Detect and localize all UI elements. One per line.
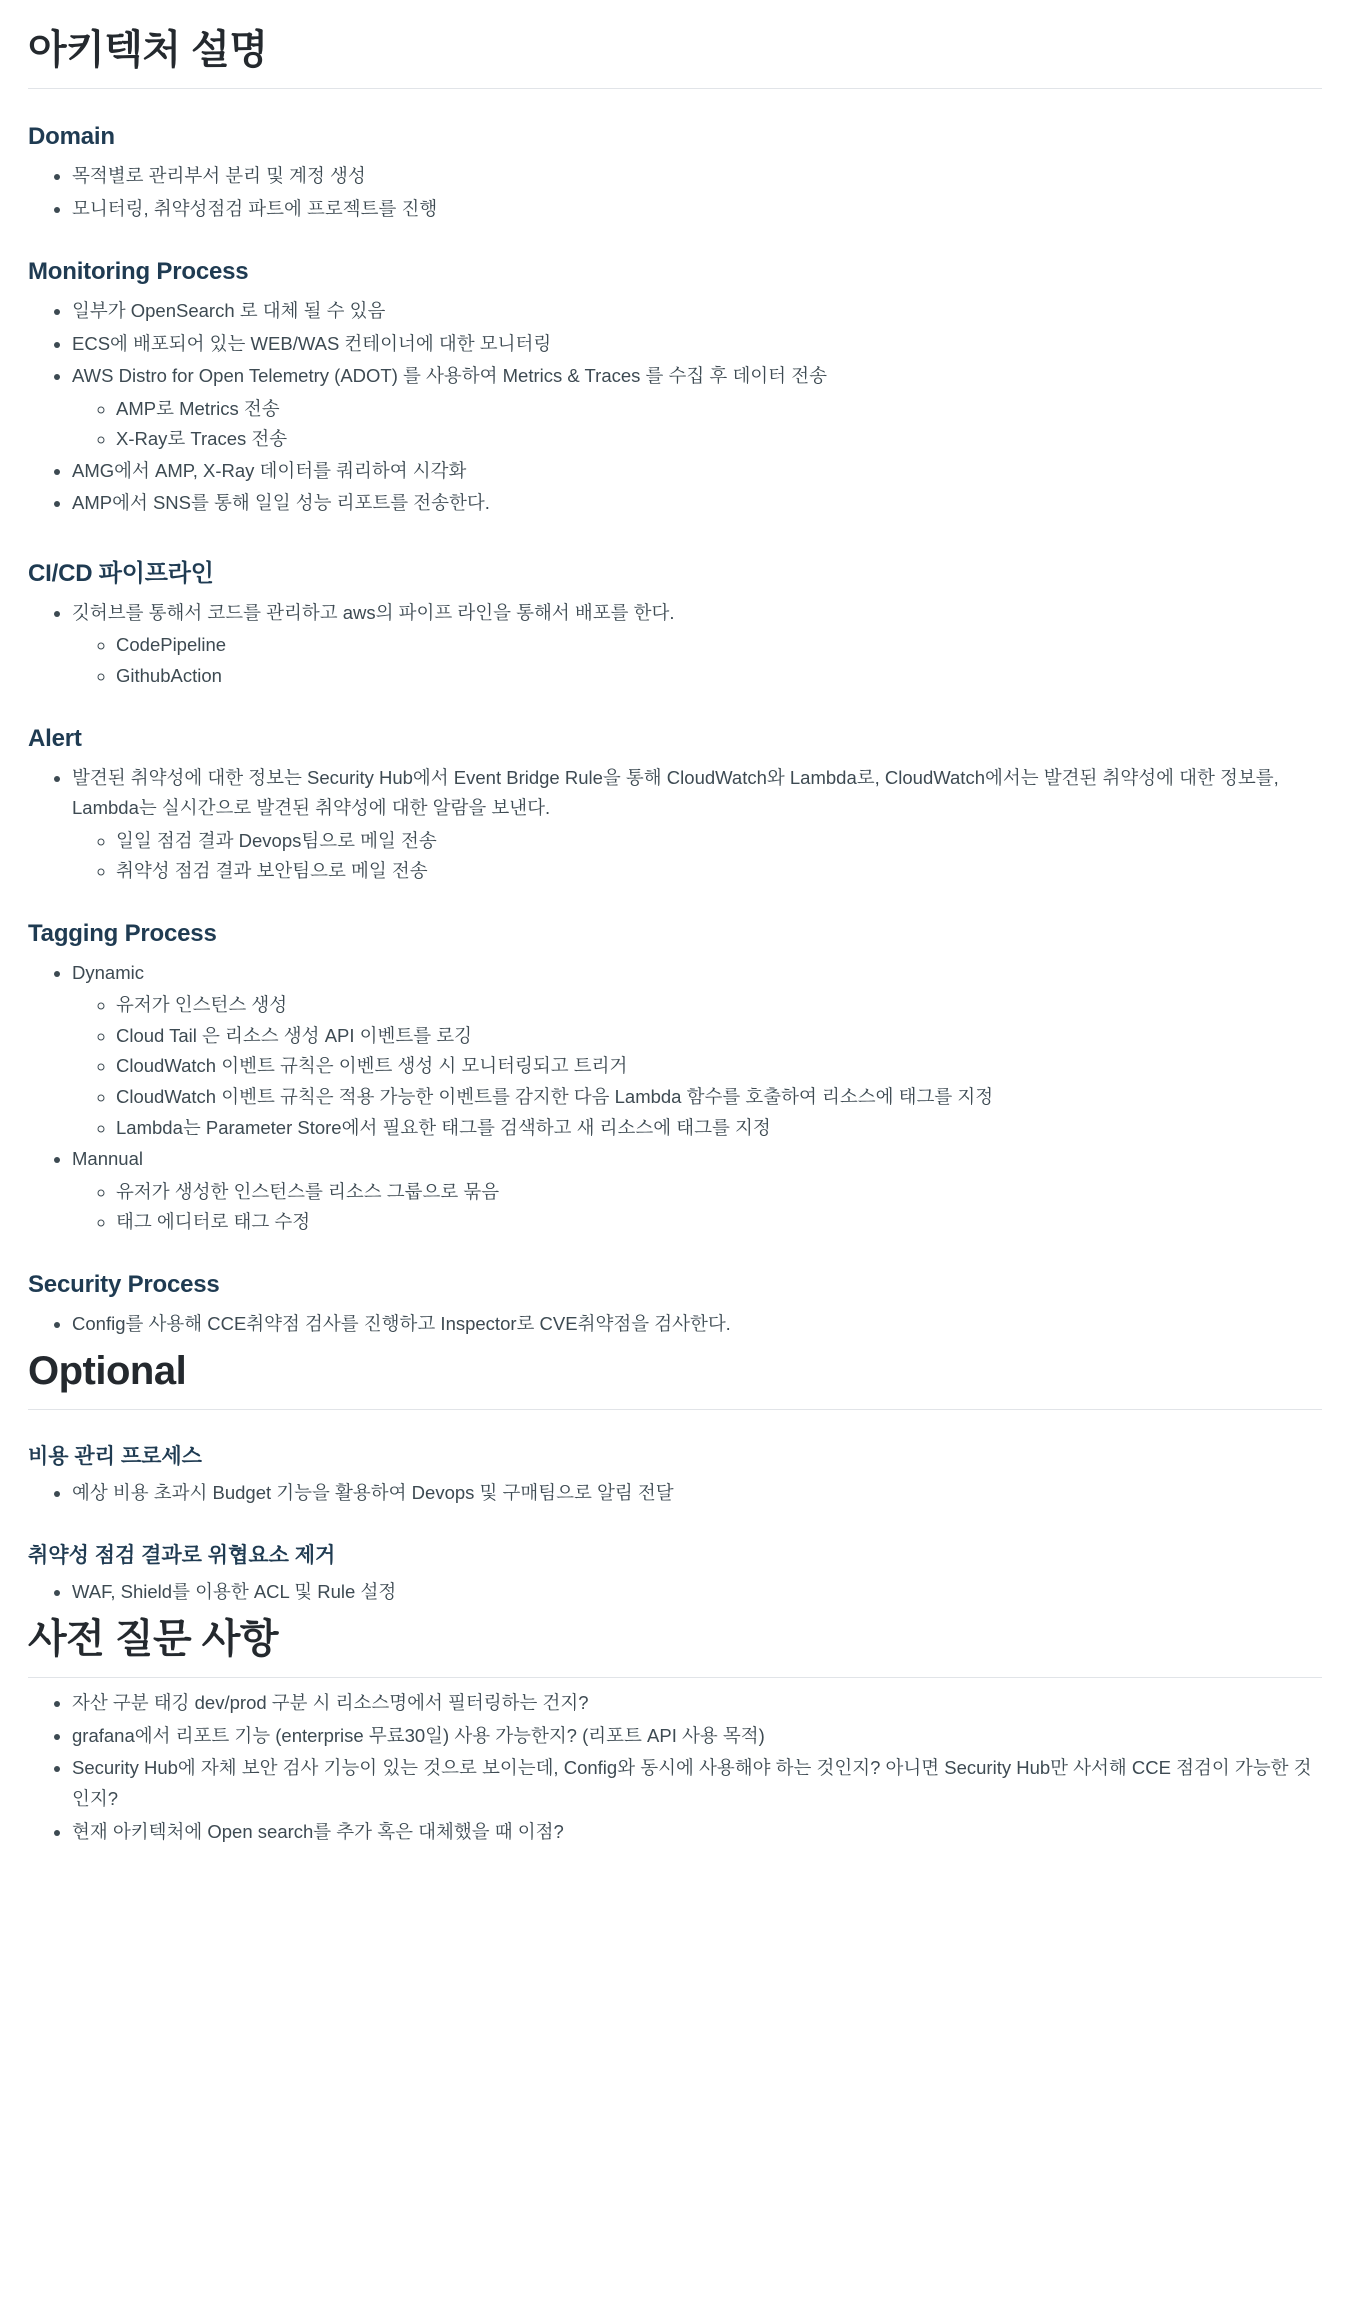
sub-list-item: ◦ 유저가 인스턴스 생성: [116, 990, 1322, 1020]
document-section: [28, 920, 1322, 1237]
list-item-text: 모니터링, 취약성점검 파트에 프로젝트를 진행: [72, 197, 438, 219]
optional-container: [28, 1440, 1322, 1607]
sub-list-item: ◦ CloudWatch 이벤트 규칙은 이벤트 생성 시 모니터링되고 트리거: [116, 1051, 1322, 1081]
list-item: [72, 296, 1322, 327]
bullet-list: [28, 763, 1322, 886]
list-item: [72, 194, 1322, 225]
sub-list-item: ◦ 태그 에디터로 태그 수정: [116, 1207, 1322, 1237]
bullet-list: [28, 1577, 1322, 1608]
list-item: [72, 763, 1322, 886]
sub-bullet-list: [72, 630, 1322, 690]
sub-list-item: ◦ CodePipeline: [116, 630, 1322, 660]
list-item-text: 발견된 취약성에 대한 정보는 Security Hub에서 Event Bridge Rule을 통해 CloudWatch와 Lambda로, CloudWatch에서는 발견된 취약성에 대한 정보를, Lambda는 실시간으로 발견된 취약성에 대한 알람을 보낸다.: [72, 766, 1279, 819]
bullet-list: [28, 161, 1322, 224]
list-item: [72, 1753, 1322, 1814]
sub-list-item: ◦ GithubAction: [116, 661, 1322, 691]
optional-subsection: [28, 1539, 1322, 1608]
sub-list-item: ◦ AMP로 Metrics 전송: [116, 394, 1322, 424]
list-item-text: Dynamic: [72, 961, 144, 983]
list-item-text: ECS에 배포되어 있는 WEB/WAS 컨테이너에 대한 모니터링: [72, 332, 552, 354]
list-item-text: AMP에서 SNS를 통해 일일 성능 리포트를 전송한다.: [72, 492, 490, 514]
questions-container: [28, 1688, 1322, 1847]
list-item: [72, 598, 1322, 691]
list-item-text: WAF, Shield를 이용한 ACL 및 Rule 설정: [72, 1580, 397, 1602]
list-item: [72, 488, 1322, 519]
sub-list-item: ◦ CloudWatch 이벤트 규칙은 적용 가능한 이벤트를 감지한 다음 Lambda 함수를 호출하여 리소스에 태그를 지정: [116, 1082, 1322, 1112]
bullet-list: [28, 296, 1322, 519]
sub-list-item: ◦ 일일 점검 결과 Devops팀으로 메일 전송: [116, 826, 1322, 856]
sub-list-item: ◦ Cloud Tail 은 리소스 생성 API 이벤트를 로깅: [116, 1021, 1322, 1051]
list-item: [72, 1144, 1322, 1237]
bullet-list: [28, 1309, 1322, 1340]
section-heading: CI/CD 파이프라인: [28, 559, 214, 587]
list-item-text: Mannual: [72, 1148, 143, 1170]
section-heading: Tagging Process: [28, 919, 217, 947]
list-item: [72, 1577, 1322, 1608]
optional-heading: Optional: [28, 1347, 1322, 1410]
list-item-text: 예상 비용 초과시 Budget 기능을 활용하여 Devops 및 구매팀으로 알림 전달: [72, 1482, 674, 1504]
optional-subsection: [28, 1440, 1322, 1509]
list-item-text: Security Hub에 자체 보안 검사 기능이 있는 것으로 보이는데, Config와 동시에 사용해야 하는 것인지? 아니면 Security Hub만 사서해 CCE 점검이 가능한 것인지?: [72, 1757, 1312, 1809]
sub-list-item: ◦ 취약성 점검 결과 보안팀으로 메일 전송: [116, 856, 1322, 886]
list-item-text: 자산 구분 태깅 dev/prod 구분 시 리소스명에서 필터링하는 건지?: [72, 1692, 589, 1714]
section-heading: Monitoring Process: [28, 258, 249, 286]
subsection-heading: 비용 관리 프로세스: [28, 1445, 202, 1469]
document-section: [28, 1271, 1322, 1340]
questions-heading: 사전 질문 사항: [28, 1615, 1322, 1678]
list-item-text: 일부가 OpenSearch 로 대체 될 수 있음: [72, 300, 386, 322]
list-item: [72, 329, 1322, 360]
section-heading: Security Process: [28, 1270, 220, 1298]
list-item: [72, 1478, 1322, 1509]
sub-bullet-list: [72, 1177, 1322, 1237]
sub-bullet-list: [72, 826, 1322, 886]
list-item-text: grafana에서 리포트 기능 (enterprise 무료30일) 사용 가능한지? (리포트 API 사용 목적): [72, 1724, 765, 1746]
section-heading: Domain: [28, 123, 115, 150]
sub-bullet-list: [72, 990, 1322, 1142]
list-item: [72, 361, 1322, 454]
list-item: [72, 958, 1322, 1142]
document-section: [28, 553, 1322, 691]
list-item: [72, 1309, 1322, 1340]
bullet-list: [28, 598, 1322, 691]
list-item-text: AWS Distro for Open Telemetry (ADOT) 를 사용하여 Metrics & Traces 를 수집 후 데이터 전송: [72, 365, 827, 387]
bullet-list: [28, 958, 1322, 1237]
page-title: 아키텍처 설명: [28, 26, 1322, 89]
list-item-text: AMG에서 AMP, X-Ray 데이터를 쿼리하여 시각화: [72, 459, 467, 481]
sub-list-item: ◦ X-Ray로 Traces 전송: [116, 424, 1322, 454]
subsection-heading: 취약성 점검 결과로 위협요소 제거: [28, 1543, 336, 1567]
list-item-text: 목적별로 관리부서 분리 및 계정 생성: [72, 165, 366, 186]
list-item-text: 깃허브를 통해서 코드를 관리하고 aws의 파이프 라인을 통해서 배포를 한다.: [72, 601, 675, 623]
list-item: [72, 1817, 1322, 1848]
list-item: [72, 456, 1322, 487]
bullet-list: [28, 1478, 1322, 1509]
document-section: [28, 258, 1322, 519]
document-section: [28, 123, 1322, 224]
list-item: [72, 1688, 1322, 1719]
sub-list-item: ◦ Lambda는 Parameter Store에서 필요한 태그를 검색하고 새 리소스에 태그를 지정: [116, 1113, 1322, 1143]
sub-bullet-list: [72, 394, 1322, 454]
section-heading: Alert: [28, 724, 82, 752]
list-item: [72, 1721, 1322, 1752]
list-item-text: Config를 사용해 CCE취약점 검사를 진행하고 Inspector로 CVE취약점을 검사한다.: [72, 1312, 731, 1334]
list-item-text: 현재 아키텍처에 Open search를 추가 혹은 대체했을 때 이점?: [72, 1820, 564, 1842]
list-item: [72, 161, 1322, 192]
sections-container: [28, 123, 1322, 1339]
bullet-list: [28, 1688, 1322, 1847]
document-section: [28, 725, 1322, 886]
sub-list-item: ◦ 유저가 생성한 인스턴스를 리소스 그룹으로 묶음: [116, 1177, 1322, 1207]
